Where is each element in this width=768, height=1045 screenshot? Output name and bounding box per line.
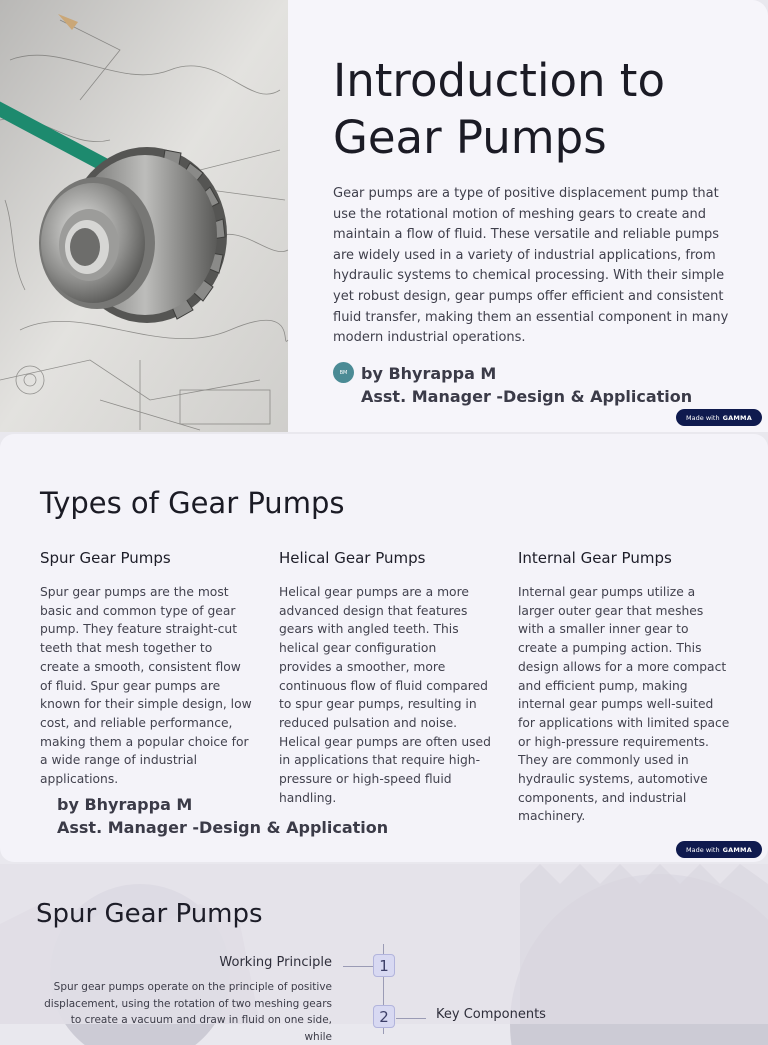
timeline-connector — [343, 966, 373, 967]
type-description: Internal gear pumps utilize a larger outer gear that meshes with a smaller inner gear to create a pumping action. This design allows for a more compact and efficient pump, making internal gear pumps well-suited for applications with limited space or high-pressure requirements. They are commonly used in hydraulic systems, automotive components, and industrial machinery. — [518, 585, 730, 824]
slide-spur-gear — [0, 864, 768, 1043]
author-block — [361, 362, 692, 408]
made-with-gamma-badge[interactable] — [676, 409, 762, 426]
type-heading: Spur Gear Pumps — [40, 549, 171, 567]
timeline-step-marker — [373, 954, 395, 977]
author-name: by Bhyrappa M — [361, 364, 497, 383]
page-title: Introduction to Gear Pumps — [333, 54, 665, 164]
author-role: Asst. Manager -Design & Application — [57, 818, 389, 837]
badge-brand: GAMMA — [722, 845, 752, 854]
type-heading: Helical Gear Pumps — [279, 549, 426, 567]
type-column — [40, 548, 252, 789]
avatar — [333, 362, 354, 383]
step-number: 2 — [379, 1007, 389, 1026]
avatar-initials: BM — [339, 369, 348, 376]
step-label: Working Principle — [219, 955, 332, 970]
badge-prefix: Made with — [686, 845, 720, 854]
section-title: Spur Gear Pumps — [36, 899, 263, 929]
type-column — [279, 548, 491, 807]
made-with-gamma-badge[interactable] — [676, 841, 762, 858]
gear-on-drawing-image — [0, 0, 288, 432]
slide-types — [0, 434, 768, 862]
badge-prefix: Made with — [686, 413, 720, 422]
step-description: Spur gear pumps operate on the principle of positive displacement, using the rotation of two meshing gears to create a vacuum and draw in fluid on one side, while — [44, 981, 332, 1043]
timeline-step-marker — [373, 1005, 395, 1028]
badge-brand: GAMMA — [722, 413, 752, 422]
author-name: by Bhyrappa M — [57, 795, 193, 814]
slide-intro — [0, 0, 768, 432]
type-description: Helical gear pumps are a more advanced design that features gears with angled teeth. This helical gear configuration provides a smoother, more continuous flow of fluid compared to spur gear pumps, resulting in reduced pulsation and noise. Helical gear pumps are often used in applications that require high-pressure or high-speed fluid handling. — [279, 585, 491, 805]
type-column — [518, 548, 730, 826]
step-label: Key Components — [436, 1007, 546, 1022]
type-heading: Internal Gear Pumps — [518, 549, 672, 567]
section-title: Types of Gear Pumps — [40, 486, 345, 520]
author-role: Asst. Manager -Design & Application — [361, 387, 693, 406]
author-block — [57, 793, 388, 839]
intro-paragraph: Gear pumps are a type of positive displacement pump that use the rotational motion of meshing gears to create and maintain a flow of fluid. These versatile and reliable pumps are widely used in a variety of industrial applications, from hydraulic systems to chemical processing. With their simple yet robust design, gear pumps offer efficient and consistent fluid transfer, making them an essential component in many modern industrial operations. — [333, 186, 729, 346]
timeline-connector — [396, 1018, 426, 1019]
type-description: Spur gear pumps are the most basic and common type of gear pump. They feature straight-cut teeth that mesh together to create a smooth, consistent flow of fluid. Spur gear pumps are known for their simple design, low cost, and reliable performance, making them a popular choice for a wide range of industrial applications. — [40, 585, 252, 787]
step-number: 1 — [379, 956, 389, 975]
